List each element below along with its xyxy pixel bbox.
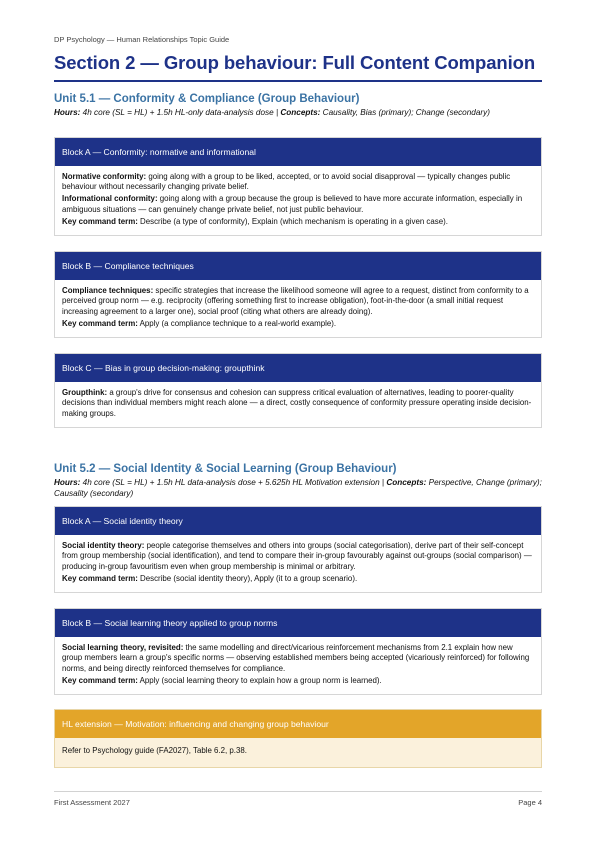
block-5-1-a bbox=[54, 137, 542, 236]
block-heading: Block C — Bias in group decision-making: groupthink bbox=[55, 354, 541, 382]
item-text: a group's drive for consensus and cohesion can suppress critical evaluation of alternatives, leading to poorer-quality decisions than individual members might reach alone — a direct, costly consequence of conformity pressure operating inside decision-making groups. bbox=[62, 388, 532, 418]
block-item bbox=[62, 643, 534, 674]
concepts-label: Concepts: bbox=[386, 478, 427, 487]
item-term: Key command term: bbox=[62, 318, 138, 328]
item-term: Social learning theory, revisited: bbox=[62, 643, 184, 652]
item-text: Describe (social identity theory), Apply (it to a group scenario). bbox=[137, 573, 358, 583]
item-text: going along with a group because the group is believed to have more accurate information, especially in ambiguous situations — can genuinely change private belief, not just public behaviour. bbox=[62, 194, 523, 214]
unit-5-2-header bbox=[54, 463, 542, 499]
item-term: Social identity theory: bbox=[62, 541, 145, 550]
concepts-label: Concepts: bbox=[280, 108, 321, 117]
block-5-2-b bbox=[54, 608, 542, 695]
footer-page-number: Page 4 bbox=[518, 798, 542, 807]
unit-meta bbox=[54, 108, 542, 119]
concepts-text: Perspective, Change (primary); Causality (secondary) bbox=[54, 478, 542, 498]
unit-title: Unit 5.2 — Social Identity & Social Learning (Group Behaviour) bbox=[54, 463, 397, 475]
block-body bbox=[55, 535, 541, 592]
hl-extension-heading: HL extension — Motivation: influencing and changing group behaviour bbox=[55, 710, 541, 738]
block-5-1-b bbox=[54, 251, 542, 338]
block-body bbox=[55, 637, 541, 694]
unit-title: Unit 5.1 — Conformity & Compliance (Group Behaviour) bbox=[54, 93, 360, 105]
block-body bbox=[55, 382, 541, 427]
block-item bbox=[62, 541, 534, 572]
unit-5-1-header bbox=[54, 93, 542, 119]
section-title-rule bbox=[54, 80, 542, 82]
block-heading: Block A — Conformity: normative and informational bbox=[55, 138, 541, 166]
running-header: DP Psychology — Human Relationships Topic Guide bbox=[54, 35, 230, 44]
item-term: Compliance techniques: bbox=[62, 286, 154, 295]
section-title: Section 2 — Group behaviour: Full Content Companion bbox=[54, 52, 536, 73]
hl-extension-block bbox=[54, 709, 542, 768]
item-term: Groupthink: bbox=[62, 388, 108, 397]
item-term: Key command term: bbox=[62, 675, 138, 685]
item-text: specific strategies that increase the likelihood someone will agree to a request, distinct from conformity to a perceived group norm — e.g. reciprocity (offering something first to increase obligation), foot-in-the-door (a small initial request increasing agreement to a larger one), social proof (citing what others are already doing). bbox=[62, 286, 529, 316]
block-heading: Block A — Social identity theory bbox=[55, 507, 541, 535]
block-item bbox=[62, 194, 534, 215]
block-item bbox=[62, 286, 534, 317]
concepts-text: Causality, Bias (primary); Change (secondary) bbox=[320, 108, 490, 117]
block-body bbox=[55, 166, 541, 235]
hours-label: Hours: bbox=[54, 108, 81, 117]
block-item bbox=[62, 319, 534, 329]
item-term: Key command term: bbox=[62, 216, 138, 226]
item-term: Normative conformity: bbox=[62, 172, 147, 181]
hours-label: Hours: bbox=[54, 478, 81, 487]
hours-text: 4h core (SL = HL) + 1.5h HL data-analysis dose + 5.625h HL Motivation extension | bbox=[80, 478, 387, 487]
block-item bbox=[62, 388, 534, 419]
block-item bbox=[62, 676, 534, 686]
hl-extension-text: Refer to Psychology guide (FA2027), Table 6.2, p.38. bbox=[62, 746, 247, 755]
footer-assessment: First Assessment 2027 bbox=[54, 798, 130, 807]
item-text: going along with a group to be liked, accepted, or to avoid social disapproval — typically changes public behaviour without necessarily changing private belief. bbox=[62, 172, 511, 192]
hours-text: 4h core (SL = HL) + 1.5h HL-only data-analysis dose | bbox=[80, 108, 281, 117]
hl-extension-body bbox=[55, 738, 541, 767]
block-heading: Block B — Social learning theory applied to group norms bbox=[55, 609, 541, 637]
item-text: Apply (social learning theory to explain how a group norm is learned). bbox=[137, 675, 382, 685]
block-5-2-a bbox=[54, 506, 542, 593]
item-text: Apply (a compliance technique to a real-world example). bbox=[137, 318, 337, 328]
item-text: Describe (a type of conformity), Explain (which mechanism is operating in a given case). bbox=[137, 216, 448, 226]
item-text: people categorise themselves and others into groups (social categorisation), derive part of their self-concept from group membership (social identification), and tend to compare their in-group favourably against out-groups (social comparison) — producing in-group favouritism even when group membership is minimal or arbitrary. bbox=[62, 541, 532, 571]
block-item bbox=[62, 172, 534, 193]
footer-rule bbox=[54, 791, 542, 792]
block-item bbox=[62, 574, 534, 584]
block-5-1-c bbox=[54, 353, 542, 428]
block-item bbox=[62, 217, 534, 227]
item-term: Key command term: bbox=[62, 573, 138, 583]
item-term: Informational conformity: bbox=[62, 194, 158, 204]
unit-meta bbox=[54, 478, 542, 499]
item-text: the same modelling and direct/vicarious reinforcement mechanisms from 2.1 explain how new group members learn a group's specific norms — observing established members being accepted (vicariously reinforced) for following norms, and being directly reinforced themselves for compliance. bbox=[62, 643, 530, 673]
block-heading: Block B — Compliance techniques bbox=[55, 252, 541, 280]
block-body bbox=[55, 280, 541, 337]
